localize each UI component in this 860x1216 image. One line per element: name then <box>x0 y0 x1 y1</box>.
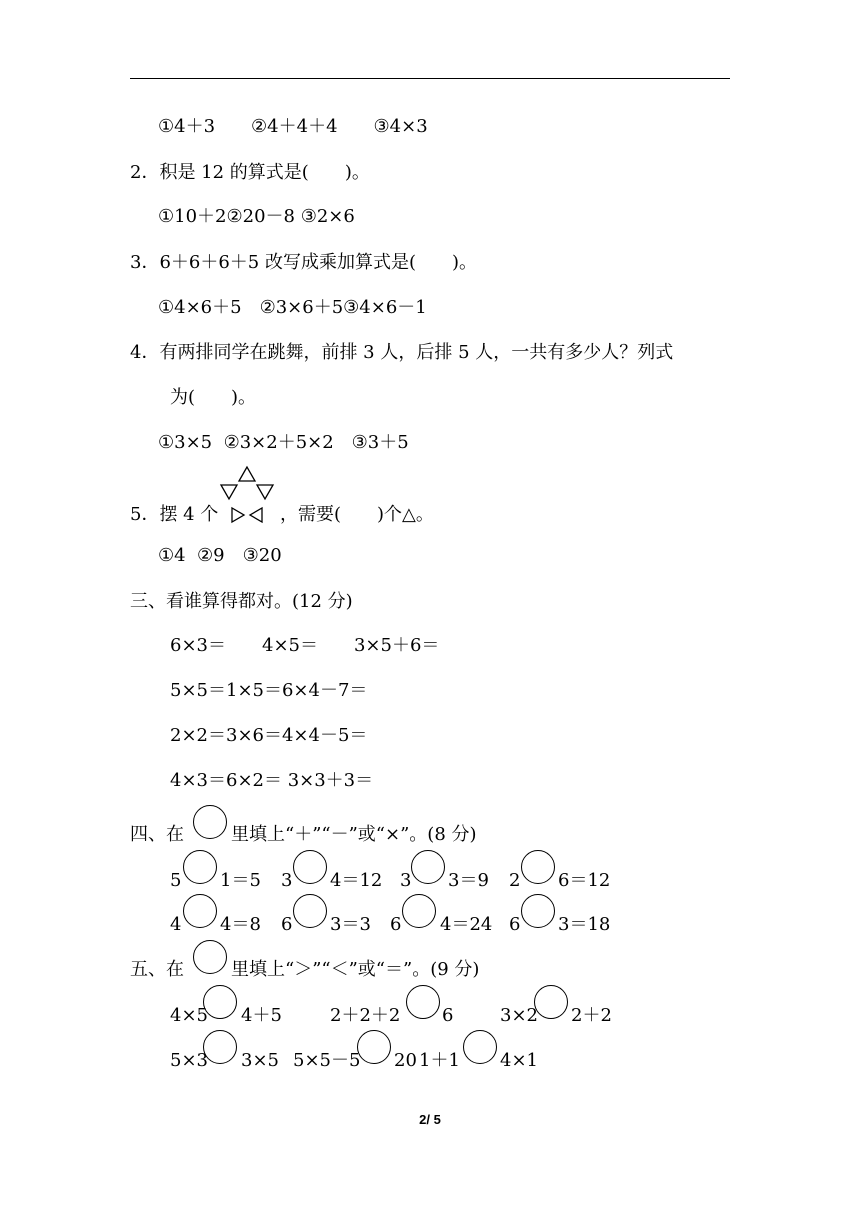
s4-r1-right: 1＝5 <box>220 870 261 891</box>
section4-title-after: 里填上“＋”“－”或“×”。(8 分) <box>231 824 477 845</box>
answer-circle[interactable] <box>534 985 568 1019</box>
answer-circle[interactable] <box>183 894 217 928</box>
answer-circle[interactable] <box>293 850 327 884</box>
answer-circle-example <box>193 940 227 974</box>
answer-circle[interactable] <box>521 894 555 928</box>
s4-r1-left: 3 <box>281 870 293 891</box>
s5-r1-left: 2＋2＋2 <box>330 1005 401 1026</box>
answer-circle[interactable] <box>293 894 327 928</box>
section4-title-before: 四、在 <box>130 824 184 845</box>
triangle-upper-right <box>257 485 273 499</box>
answer-circle-example <box>193 805 227 839</box>
s5-r1-right: 4＋5 <box>241 1005 282 1026</box>
s4-r1-right: 4＝12 <box>330 870 383 891</box>
s5-r1-right: 2＋2 <box>571 1005 612 1026</box>
s5-r2-right: 4×1 <box>500 1050 538 1071</box>
s5-r1-left: 4×5 <box>170 1005 208 1026</box>
q2-options: ①10＋2②20－8 ③2×6 <box>158 206 355 227</box>
answer-circle[interactable] <box>411 850 445 884</box>
section3-row: 4×3＝6×2＝ 3×3＋3＝ <box>170 770 374 791</box>
s4-r2-right: 4＝24 <box>440 914 493 935</box>
s5-r2-right: 20 <box>394 1050 417 1071</box>
q4-stem-line2: 为( )。 <box>170 387 257 408</box>
s4-r1-left: 5 <box>170 870 182 891</box>
page-number: 2/ 5 <box>419 1112 441 1127</box>
s4-r2-left: 6 <box>281 914 293 935</box>
s5-r2-right: 3×5 <box>241 1050 279 1071</box>
q3-stem: 3．6＋6＋6＋5 改写成乘加算式是( )。 <box>130 252 478 273</box>
s5-r2-left: 5×5－5 <box>293 1050 361 1071</box>
section3-row: 2×2＝3×6＝4×4－5＝ <box>170 725 368 746</box>
q5-stem-after: ，需要( )个△。 <box>280 504 434 525</box>
triangle-arrangement-figure <box>218 464 276 526</box>
s5-r2-left: 5×3 <box>170 1050 208 1071</box>
answer-circle[interactable] <box>406 985 440 1019</box>
s5-r1-left: 3×2 <box>500 1005 538 1026</box>
section3-row: 6×3＝ 4×5＝ 3×5＋6＝ <box>170 635 440 656</box>
section3-row: 5×5＝1×5＝6×4－7＝ <box>170 680 368 701</box>
triangle-top <box>239 467 255 481</box>
s5-r1-right: 6 <box>442 1005 454 1026</box>
section5-title-after: 里填上“＞”“＜”或“＝”。(9 分) <box>231 959 480 980</box>
section3-title: 三、看谁算得都对。(12 分) <box>130 591 353 612</box>
s4-r2-left: 6 <box>390 914 402 935</box>
q4-stem-line1: 4．有两排同学在跳舞，前排 3 人，后排 5 人，一共有多少人？列式 <box>130 342 674 363</box>
answer-circle[interactable] <box>183 850 217 884</box>
answer-circle[interactable] <box>521 850 555 884</box>
s5-r2-left: 1＋1 <box>419 1050 460 1071</box>
q1-options: ①4＋3 ②4＋4＋4 ③4×3 <box>158 116 428 137</box>
s4-r2-right: 3＝18 <box>558 914 611 935</box>
answer-circle[interactable] <box>402 894 436 928</box>
s4-r1-left: 2 <box>509 870 521 891</box>
triangle-upper-left <box>221 485 237 499</box>
s4-r2-left: 6 <box>509 914 521 935</box>
header-rule <box>130 78 730 79</box>
s4-r2-right: 4＝8 <box>220 914 261 935</box>
q3-options: ①4×6＋5 ②3×6＋5③4×6－1 <box>158 297 427 318</box>
q5-stem-before: 5．摆 4 个 <box>130 504 219 525</box>
q5-options: ①4 ②9 ③20 <box>158 545 282 566</box>
s4-r1-right: 6＝12 <box>558 870 611 891</box>
answer-circle[interactable] <box>463 1030 497 1064</box>
triangle-lower-right <box>250 508 262 522</box>
s4-r1-left: 3 <box>400 870 412 891</box>
section5-title-before: 五、在 <box>130 959 184 980</box>
s4-r2-left: 4 <box>170 914 182 935</box>
answer-circle[interactable] <box>203 985 237 1019</box>
q4-options: ①3×5 ②3×2＋5×2 ③3＋5 <box>158 432 409 453</box>
q2-stem: 2．积是 12 的算式是( )。 <box>130 162 370 183</box>
s4-r2-right: 3＝3 <box>330 914 371 935</box>
answer-circle[interactable] <box>357 1030 391 1064</box>
s4-r1-right: 3＝9 <box>448 870 489 891</box>
answer-circle[interactable] <box>203 1030 237 1064</box>
triangle-lower-left <box>232 508 244 522</box>
